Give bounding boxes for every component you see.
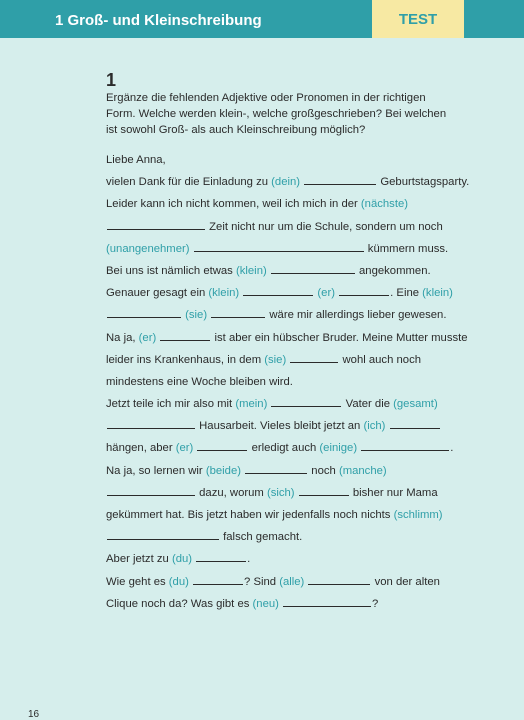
letter-text-fragment: angekommen. <box>355 264 431 277</box>
letter-text-fragment: wohl auch noch <box>339 353 422 366</box>
answer-blank[interactable] <box>107 305 181 318</box>
letter-line <box>106 415 466 437</box>
letter-line <box>106 526 466 548</box>
letter-text-fragment: gekümmert hat. Bis jetzt haben wir jedenfalls noch nichts <box>106 509 394 521</box>
word-hint: (dein) <box>271 176 301 189</box>
letter-text-fragment: Aber jetzt zu <box>106 553 172 566</box>
letter-line <box>106 193 466 215</box>
letter-line <box>106 238 466 260</box>
letter-text-fragment: Clique noch da? Was gibt es <box>106 597 253 610</box>
test-tab-label: TEST <box>398 10 438 28</box>
letter-text <box>106 149 470 615</box>
letter-text-fragment: noch <box>308 464 339 477</box>
exercise-instructions: Ergänze die fehlenden Adjektive oder Pronomen in der richtigen Form. Welche werden klein-, welche großgeschrieben? Bei welchen ist sowohl Groß- als auch Kleinschreibung möglich? <box>106 92 447 136</box>
word-hint: (unangenehmer) <box>106 242 190 255</box>
answer-blank[interactable] <box>107 527 219 540</box>
letter-text-fragment: bisher nur Mama <box>349 486 438 499</box>
answer-blank[interactable] <box>339 283 389 296</box>
answer-blank[interactable] <box>245 461 307 474</box>
answer-blank[interactable] <box>211 305 265 318</box>
answer-blank[interactable] <box>197 438 247 451</box>
answer-blank[interactable] <box>107 483 195 496</box>
letter-text-fragment: von der alten <box>371 575 440 588</box>
answer-blank[interactable] <box>107 416 195 429</box>
letter-line <box>106 571 466 593</box>
word-hint: (klein) <box>235 264 267 277</box>
letter-text-fragment: Liebe Anna, <box>106 154 166 166</box>
letter-text-fragment: dazu, worum <box>196 486 267 499</box>
answer-blank[interactable] <box>304 172 376 185</box>
exercise-number: 1 <box>106 70 117 90</box>
letter-text-fragment: Vater die <box>342 398 394 411</box>
letter-text-fragment: Jetzt teile ich mir also mit <box>106 398 236 411</box>
letter-text-fragment: Wie geht es <box>106 575 169 588</box>
letter-line <box>106 371 466 393</box>
answer-blank[interactable] <box>271 394 341 407</box>
letter-line <box>106 260 466 282</box>
word-hint: (mein) <box>235 398 268 411</box>
chapter-header <box>0 0 524 38</box>
word-hint: (schlimm) <box>393 509 443 521</box>
letter-line <box>106 504 466 526</box>
answer-blank[interactable] <box>160 328 210 341</box>
letter-line <box>106 593 466 615</box>
word-hint: (klein) <box>422 287 453 300</box>
word-hint: (du) <box>168 575 189 588</box>
letter-line <box>106 393 466 415</box>
letter-line <box>106 149 466 171</box>
letter-text-fragment: . <box>450 442 454 455</box>
letter-text-fragment: ist aber ein hübscher Bruder. Meine Mutter musste <box>211 331 468 344</box>
test-tab <box>372 0 464 38</box>
letter-text-fragment: ? <box>372 597 379 610</box>
word-hint: (sie) <box>264 353 287 366</box>
letter-line <box>106 282 466 304</box>
word-hint: (ich) <box>363 420 386 433</box>
letter-text-fragment: vielen Dank für die Einladung zu <box>106 176 272 189</box>
letter-line <box>106 548 466 570</box>
answer-blank[interactable] <box>308 572 370 585</box>
page-number: 16 <box>28 709 40 720</box>
chapter-title: 1 Groß- und Kleinschreibung <box>55 12 262 29</box>
letter-text-fragment: Na ja, <box>106 331 139 344</box>
word-hint: (sie) <box>185 309 208 322</box>
letter-text-fragment: wäre mir allerdings lieber gewesen. <box>266 309 447 322</box>
letter-line <box>106 327 466 349</box>
answer-blank[interactable] <box>283 594 371 607</box>
letter-text-fragment: falsch gemacht. <box>220 531 303 544</box>
letter-line <box>106 482 466 504</box>
word-hint: (sich) <box>266 486 295 499</box>
answer-blank[interactable] <box>390 416 440 429</box>
answer-blank[interactable] <box>107 217 205 230</box>
letter-text-fragment: Geburtstagsparty. <box>380 176 470 189</box>
word-hint: (du) <box>171 553 193 566</box>
letter-text-fragment: Genauer gesagt ein <box>106 287 209 300</box>
letter-line <box>106 304 466 326</box>
letter-text-fragment: erledigt auch <box>248 442 320 455</box>
letter-line <box>106 437 466 459</box>
letter-text-fragment: Zeit nicht nur um die Schule, sondern um noch <box>206 220 443 233</box>
word-hint: (er) <box>175 442 194 455</box>
letter-line <box>106 460 466 482</box>
answer-blank[interactable] <box>193 572 243 585</box>
answer-blank[interactable] <box>194 239 364 252</box>
letter-text-fragment: hängen, aber <box>106 442 176 455</box>
word-hint: (er) <box>138 331 157 344</box>
letter-text-fragment: ? Sind <box>244 575 280 588</box>
word-hint: (alle) <box>279 575 305 588</box>
word-hint: (er) <box>317 287 335 300</box>
letter-text-fragment: Na ja, so lernen wir <box>106 464 206 477</box>
answer-blank[interactable] <box>290 350 338 363</box>
answer-blank[interactable] <box>299 483 349 496</box>
answer-blank[interactable] <box>271 261 355 274</box>
letter-line <box>106 349 466 371</box>
word-hint: (gesamt) <box>393 398 438 411</box>
word-hint: (manche) <box>338 464 387 477</box>
letter-text-fragment: Hausarbeit. Vieles bleibt jetzt an <box>196 420 364 433</box>
letter-text-fragment: leider ins Krankenhaus, in dem <box>106 353 265 366</box>
word-hint: (nächste) <box>360 198 409 211</box>
answer-blank[interactable] <box>196 549 246 562</box>
letter-text-fragment: kümmern muss. <box>364 242 449 255</box>
word-hint: (neu) <box>252 597 279 610</box>
letter-text-fragment: Leider kann ich nicht kommen, weil ich mich in der <box>106 198 361 211</box>
letter-text-fragment: mindestens eine Woche bleiben wird. <box>106 375 293 388</box>
letter-text-fragment: Bei uns ist nämlich etwas <box>106 264 236 277</box>
letter-line <box>106 216 466 238</box>
letter-text-fragment: . <box>247 553 251 566</box>
word-hint: (einige) <box>319 442 358 455</box>
letter-text-fragment: . Eine <box>390 287 423 300</box>
letter-line <box>106 171 470 193</box>
answer-blank[interactable] <box>361 438 449 451</box>
word-hint: (klein) <box>208 287 240 300</box>
answer-blank[interactable] <box>243 283 313 296</box>
word-hint: (beide) <box>205 464 242 477</box>
